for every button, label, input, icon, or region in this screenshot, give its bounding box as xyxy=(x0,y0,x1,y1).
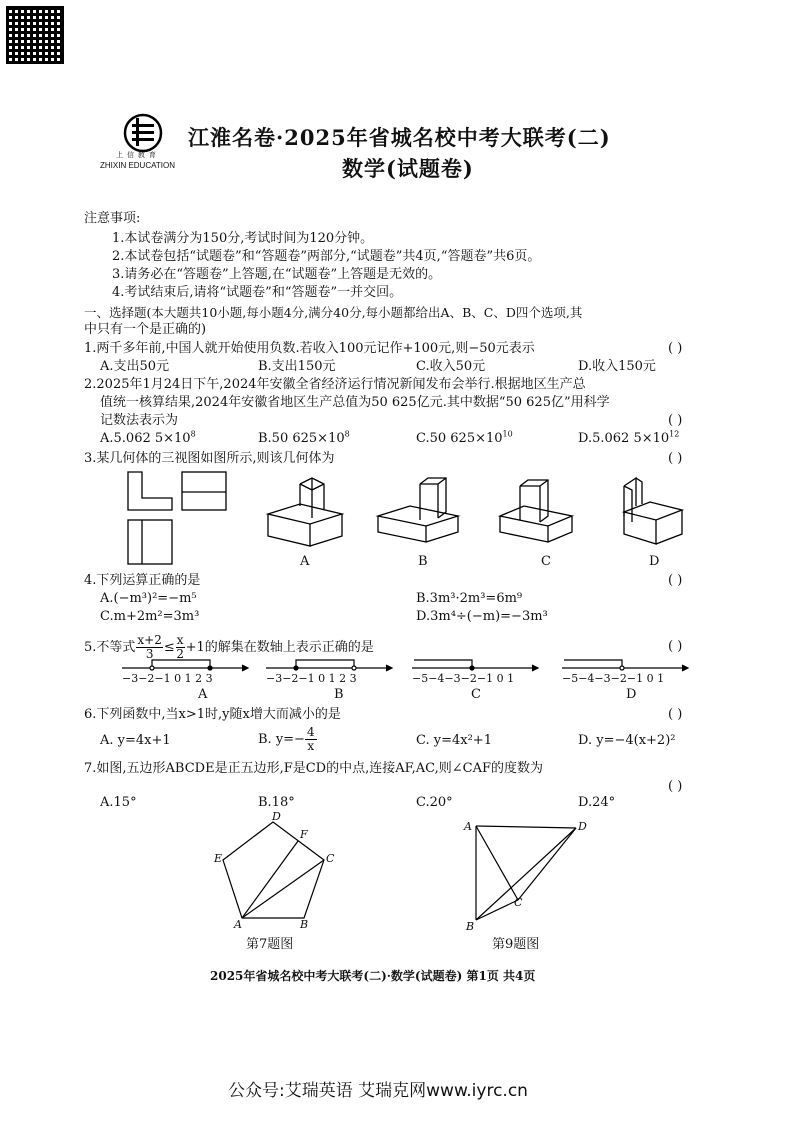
q5-label-d: D xyxy=(626,687,637,702)
q2-option-a-text: A.5.062 5×10 xyxy=(100,431,191,446)
q5-axis-c: −5−4−3−2−1 0 1 xyxy=(412,672,515,685)
q2-answer-paren: ( ) xyxy=(668,413,683,428)
q5-label-c: C xyxy=(471,687,481,702)
logo-en-text: ZHIXIN EDUCATION xyxy=(100,161,175,170)
fig7-label-d: D xyxy=(272,810,281,823)
note-item-1: 1.本试卷满分为150分,考试时间为120分钟。 xyxy=(112,231,374,246)
q3-solid-a xyxy=(268,478,342,546)
q4-option-c: C.m+2m²=3m³ xyxy=(100,609,200,624)
q3-solid-c xyxy=(500,480,572,542)
q1-option-c: C.收入50元 xyxy=(416,359,486,374)
note-item-3: 3.请务必在“答题卷”上答题,在“试题卷”上答题是无效的。 xyxy=(112,267,442,282)
q7-answer-paren: ( ) xyxy=(668,779,683,794)
fig7-label-b: B xyxy=(300,918,309,931)
q3-solid-options xyxy=(262,476,702,556)
q5-le: ≤ xyxy=(163,640,175,655)
q2-option-d-exp: 12 xyxy=(669,429,680,439)
q2-option-a xyxy=(100,430,196,447)
fig9-caption: 第9题图 xyxy=(492,937,540,952)
q5-frac2-den: 2 xyxy=(176,647,184,661)
note-item-2: 2.本试卷包括“试题卷”和“答题卷”两部分,“试题卷”共4页,“答题卷”共6页。 xyxy=(112,249,541,264)
q5-axis-b: −3−2−1 0 1 2 3 xyxy=(266,672,357,685)
fig7-label-a: A xyxy=(234,918,242,931)
q3-stem: 3.某几何体的三视图如图所示,则该几何体为 xyxy=(84,451,335,466)
fig7-label-c: C xyxy=(326,852,335,865)
q4-answer-paren: ( ) xyxy=(668,573,683,588)
q5-label-a: A xyxy=(198,687,208,702)
fig7-label-e: E xyxy=(214,852,223,865)
q6-option-b-den: x xyxy=(307,739,315,753)
qr-code-frame xyxy=(6,6,64,64)
fig7-caption: 第7题图 xyxy=(246,937,294,952)
q2-option-d xyxy=(578,430,679,447)
q2-option-d-text: D.5.062 5×10 xyxy=(578,431,670,446)
q6-option-b-pre: B. y=− xyxy=(258,732,305,747)
q5-axis-a: −3−2−1 0 1 2 3 xyxy=(122,672,213,685)
q6-option-d: D. y=−4(x+2)² xyxy=(578,733,676,748)
q4-stem: 4.下列运算正确的是 xyxy=(84,573,201,588)
fig9-label-c: C xyxy=(514,896,523,909)
q1-option-b: B.支出150元 xyxy=(258,359,336,374)
q3-label-c: C xyxy=(541,554,551,569)
q6-option-a: A. y=4x+1 xyxy=(100,733,171,748)
q4-option-d: D.3m⁴÷(−m)=−3m³ xyxy=(416,609,548,624)
q5-axis-d: −5−4−3−2−1 0 1 xyxy=(562,672,665,685)
q4-option-a: A.(−m³)²=−m⁵ xyxy=(100,591,197,606)
logo-cn-text: 上 信 教 育 xyxy=(116,152,157,159)
fig9-label-d: D xyxy=(578,820,587,833)
q3-label-b: B xyxy=(418,554,428,569)
q3-solid-d xyxy=(624,478,682,544)
q1-answer-paren: ( ) xyxy=(668,341,683,356)
fig9-label-a: A xyxy=(464,820,472,833)
q5-stem-pre: 5.不等式 xyxy=(84,640,136,655)
q6-option-b-fraction xyxy=(305,726,317,753)
q2-option-b-text: B.50 625×10 xyxy=(258,431,345,446)
q1-option-d: D.收入150元 xyxy=(578,359,656,374)
q2-option-b xyxy=(258,430,350,447)
q1-option-a: A.支出50元 xyxy=(100,359,170,374)
q3-three-views xyxy=(124,470,232,566)
section1-intro-line2: 中只有一个是正确的) xyxy=(84,322,207,337)
q2-option-c-text: C.50 625×10 xyxy=(416,431,503,446)
q5-frac1-num: x+2 xyxy=(137,633,162,647)
q3-solid-b xyxy=(378,478,458,542)
q5-label-b: B xyxy=(334,687,344,702)
q2-option-b-exp: 8 xyxy=(344,429,350,439)
q3-answer-paren: ( ) xyxy=(668,451,683,466)
q2-option-c xyxy=(416,430,513,447)
section1-intro-line1: 一、选择题(本大题共10小题,每小题4分,满分40分,每小题都给出A、B、C、D四个选项,其 xyxy=(84,305,583,320)
q5-stem-post: +1的解集在数轴上表示正确的是 xyxy=(185,640,374,655)
q6-answer-paren: ( ) xyxy=(668,707,683,722)
q2-stem-line1: 2.2025年1月24日下午,2024年安徽全省经济运行情况新闻发布会举行.根据地区生产总 xyxy=(84,377,586,392)
note-item-4: 4.考试结束后,请将“试题卷”和“答题卷”一并交回。 xyxy=(112,285,403,300)
fig7-pentagon xyxy=(212,808,342,934)
page-footer: 2025年省城名校中考大联考(二)·数学(试题卷) 第1页 共4页 xyxy=(210,969,536,983)
fig9-figure xyxy=(466,820,586,930)
q7-option-d: D.24° xyxy=(578,795,616,810)
q6-option-b xyxy=(258,726,317,753)
fig7-label-f: F xyxy=(300,828,308,841)
q7-option-b: B.18° xyxy=(258,795,295,810)
q3-label-a: A xyxy=(300,554,310,569)
q2-option-c-exp: 10 xyxy=(502,429,513,439)
q3-label-d: D xyxy=(649,554,660,569)
q7-option-c: C.20° xyxy=(416,795,453,810)
q7-stem: 7.如图,五边形ABCDE是正五边形,F是CD的中点,连接AF,AC,则∠CAF的度数为 xyxy=(84,761,543,776)
q7-option-a: A.15° xyxy=(100,795,137,810)
q6-stem: 6.下列函数中,当x>1时,y随x增大而减小的是 xyxy=(84,707,341,722)
watermark-text: 公众号:艾瑞英语 艾瑞克网www.iyrc.cn xyxy=(228,1081,528,1101)
q6-option-c: C. y=4x²+1 xyxy=(416,733,492,748)
notes-heading: 注意事项: xyxy=(84,211,141,226)
q4-option-b: B.3m³·2m³=6m⁹ xyxy=(416,591,523,606)
q1-stem: 1.两千多年前,中国人就开始使用负数.若收入100元记作+100元,则−50元表示 xyxy=(84,341,535,356)
q6-option-b-num: 4 xyxy=(306,725,315,739)
fig9-label-b: B xyxy=(466,920,475,933)
q5-frac2-num: x xyxy=(176,633,184,647)
exam-subtitle: 数学(试题卷) xyxy=(342,156,474,181)
q2-stem-line2: 值统一核算结果,2024年安徽省地区生产总值为50 625亿元.其中数据“50 625亿”用科学 xyxy=(100,395,610,410)
exam-title: 江淮名卷·2025年省城名校中考大联考(二) xyxy=(188,125,611,150)
q5-frac1-den: 3 xyxy=(145,647,154,661)
q2-stem-line3: 记数法表示为 xyxy=(100,413,179,428)
q5-answer-paren: ( ) xyxy=(668,639,683,654)
q2-option-a-exp: 8 xyxy=(190,429,196,439)
